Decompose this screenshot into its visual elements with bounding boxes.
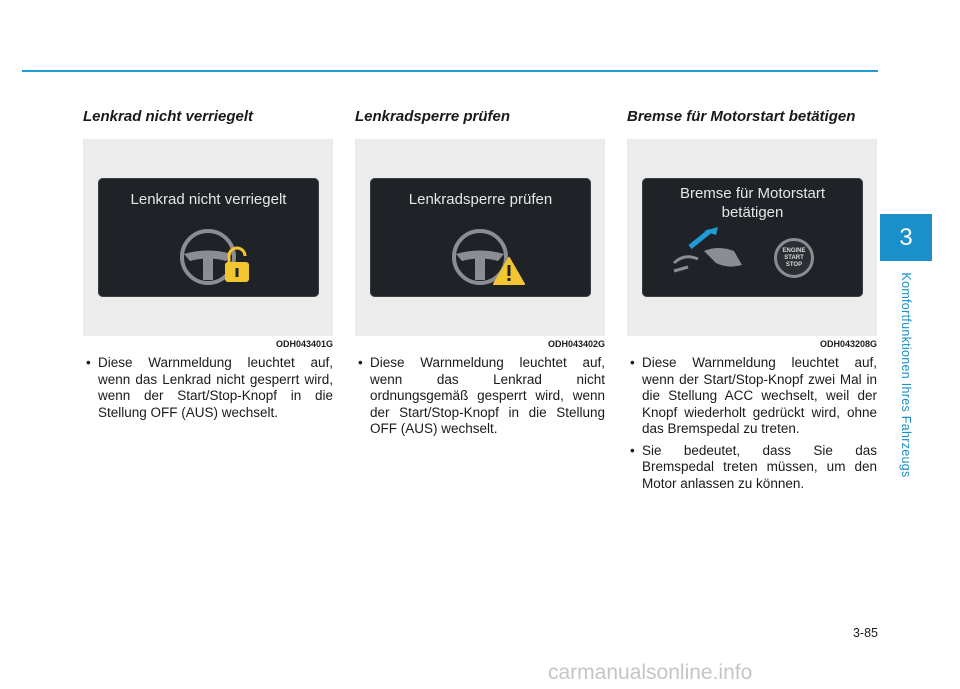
bullet-list <box>627 355 877 492</box>
cluster-image <box>355 139 605 336</box>
brake-pedal-icon <box>668 223 776 281</box>
bullet-item: • Diese Warnmeldung leuchtet auf, wenn der Start/Stop-Knopf zwei Mal in die Stellung ACC wechselt, weil der Knopf wiederholt gedrückt wird, ohne das Bremspedal zu treten. <box>627 355 877 438</box>
steering-wheel-warning-icon <box>452 228 532 290</box>
image-code: ODH043401G <box>275 339 333 349</box>
section-heading: Lenkrad nicht verriegelt <box>83 108 254 125</box>
cluster-screen <box>98 178 319 297</box>
image-code: ODH043208G <box>819 339 877 349</box>
image-code: ODH043402G <box>547 339 605 349</box>
bullet-list <box>355 355 605 438</box>
screen-message: Bremse für Motorstart betätigen <box>679 185 826 221</box>
screen-message: Lenkrad nicht verriegelt <box>130 191 287 208</box>
section-brake-for-start <box>627 108 877 497</box>
page-number: 3-85 <box>852 626 878 640</box>
section-heading: Lenkradsperre prüfen <box>355 108 511 125</box>
chapter-number-tab: 3 <box>880 214 932 261</box>
bullet-item: • Sie bedeutet, dass Sie das Bremspedal treten müssen, um den Motor anlassen zu können. <box>627 443 877 493</box>
cluster-screen <box>370 178 591 297</box>
steering-wheel-lock-icon <box>180 228 260 290</box>
watermark: carmanualsonline.info <box>548 661 753 684</box>
engine-start-stop-icon: ENGINE START STOP <box>774 238 814 278</box>
section-steering-unlocked <box>83 108 333 426</box>
section-heading: Bremse für Motorstart betätigen <box>627 108 856 125</box>
section-check-steering-lock <box>355 108 605 443</box>
screen-message: Lenkradsperre prüfen <box>408 191 553 208</box>
cluster-screen <box>642 178 863 297</box>
cluster-image <box>627 139 877 336</box>
bullet-item: • Diese Warnmeldung leuchtet auf, wenn das Lenkrad nicht ordnungsgemäß gesperrt wird, wenn der Start/Stop-Knopf in die Stellung OFF (AUS) wechselt. <box>355 355 605 438</box>
bullet-item: • Diese Warnmeldung leuchtet auf, wenn das Lenkrad nicht gesperrt wird, wenn der Start/Stop-Knopf in die Stellung OFF (AUS) wechselt. <box>83 355 333 421</box>
bullet-list <box>83 355 333 421</box>
top-rule <box>22 70 878 72</box>
chapter-title: Komfortfunktionen Ihres Fahrzeugs <box>899 272 913 478</box>
cluster-image <box>83 139 333 336</box>
